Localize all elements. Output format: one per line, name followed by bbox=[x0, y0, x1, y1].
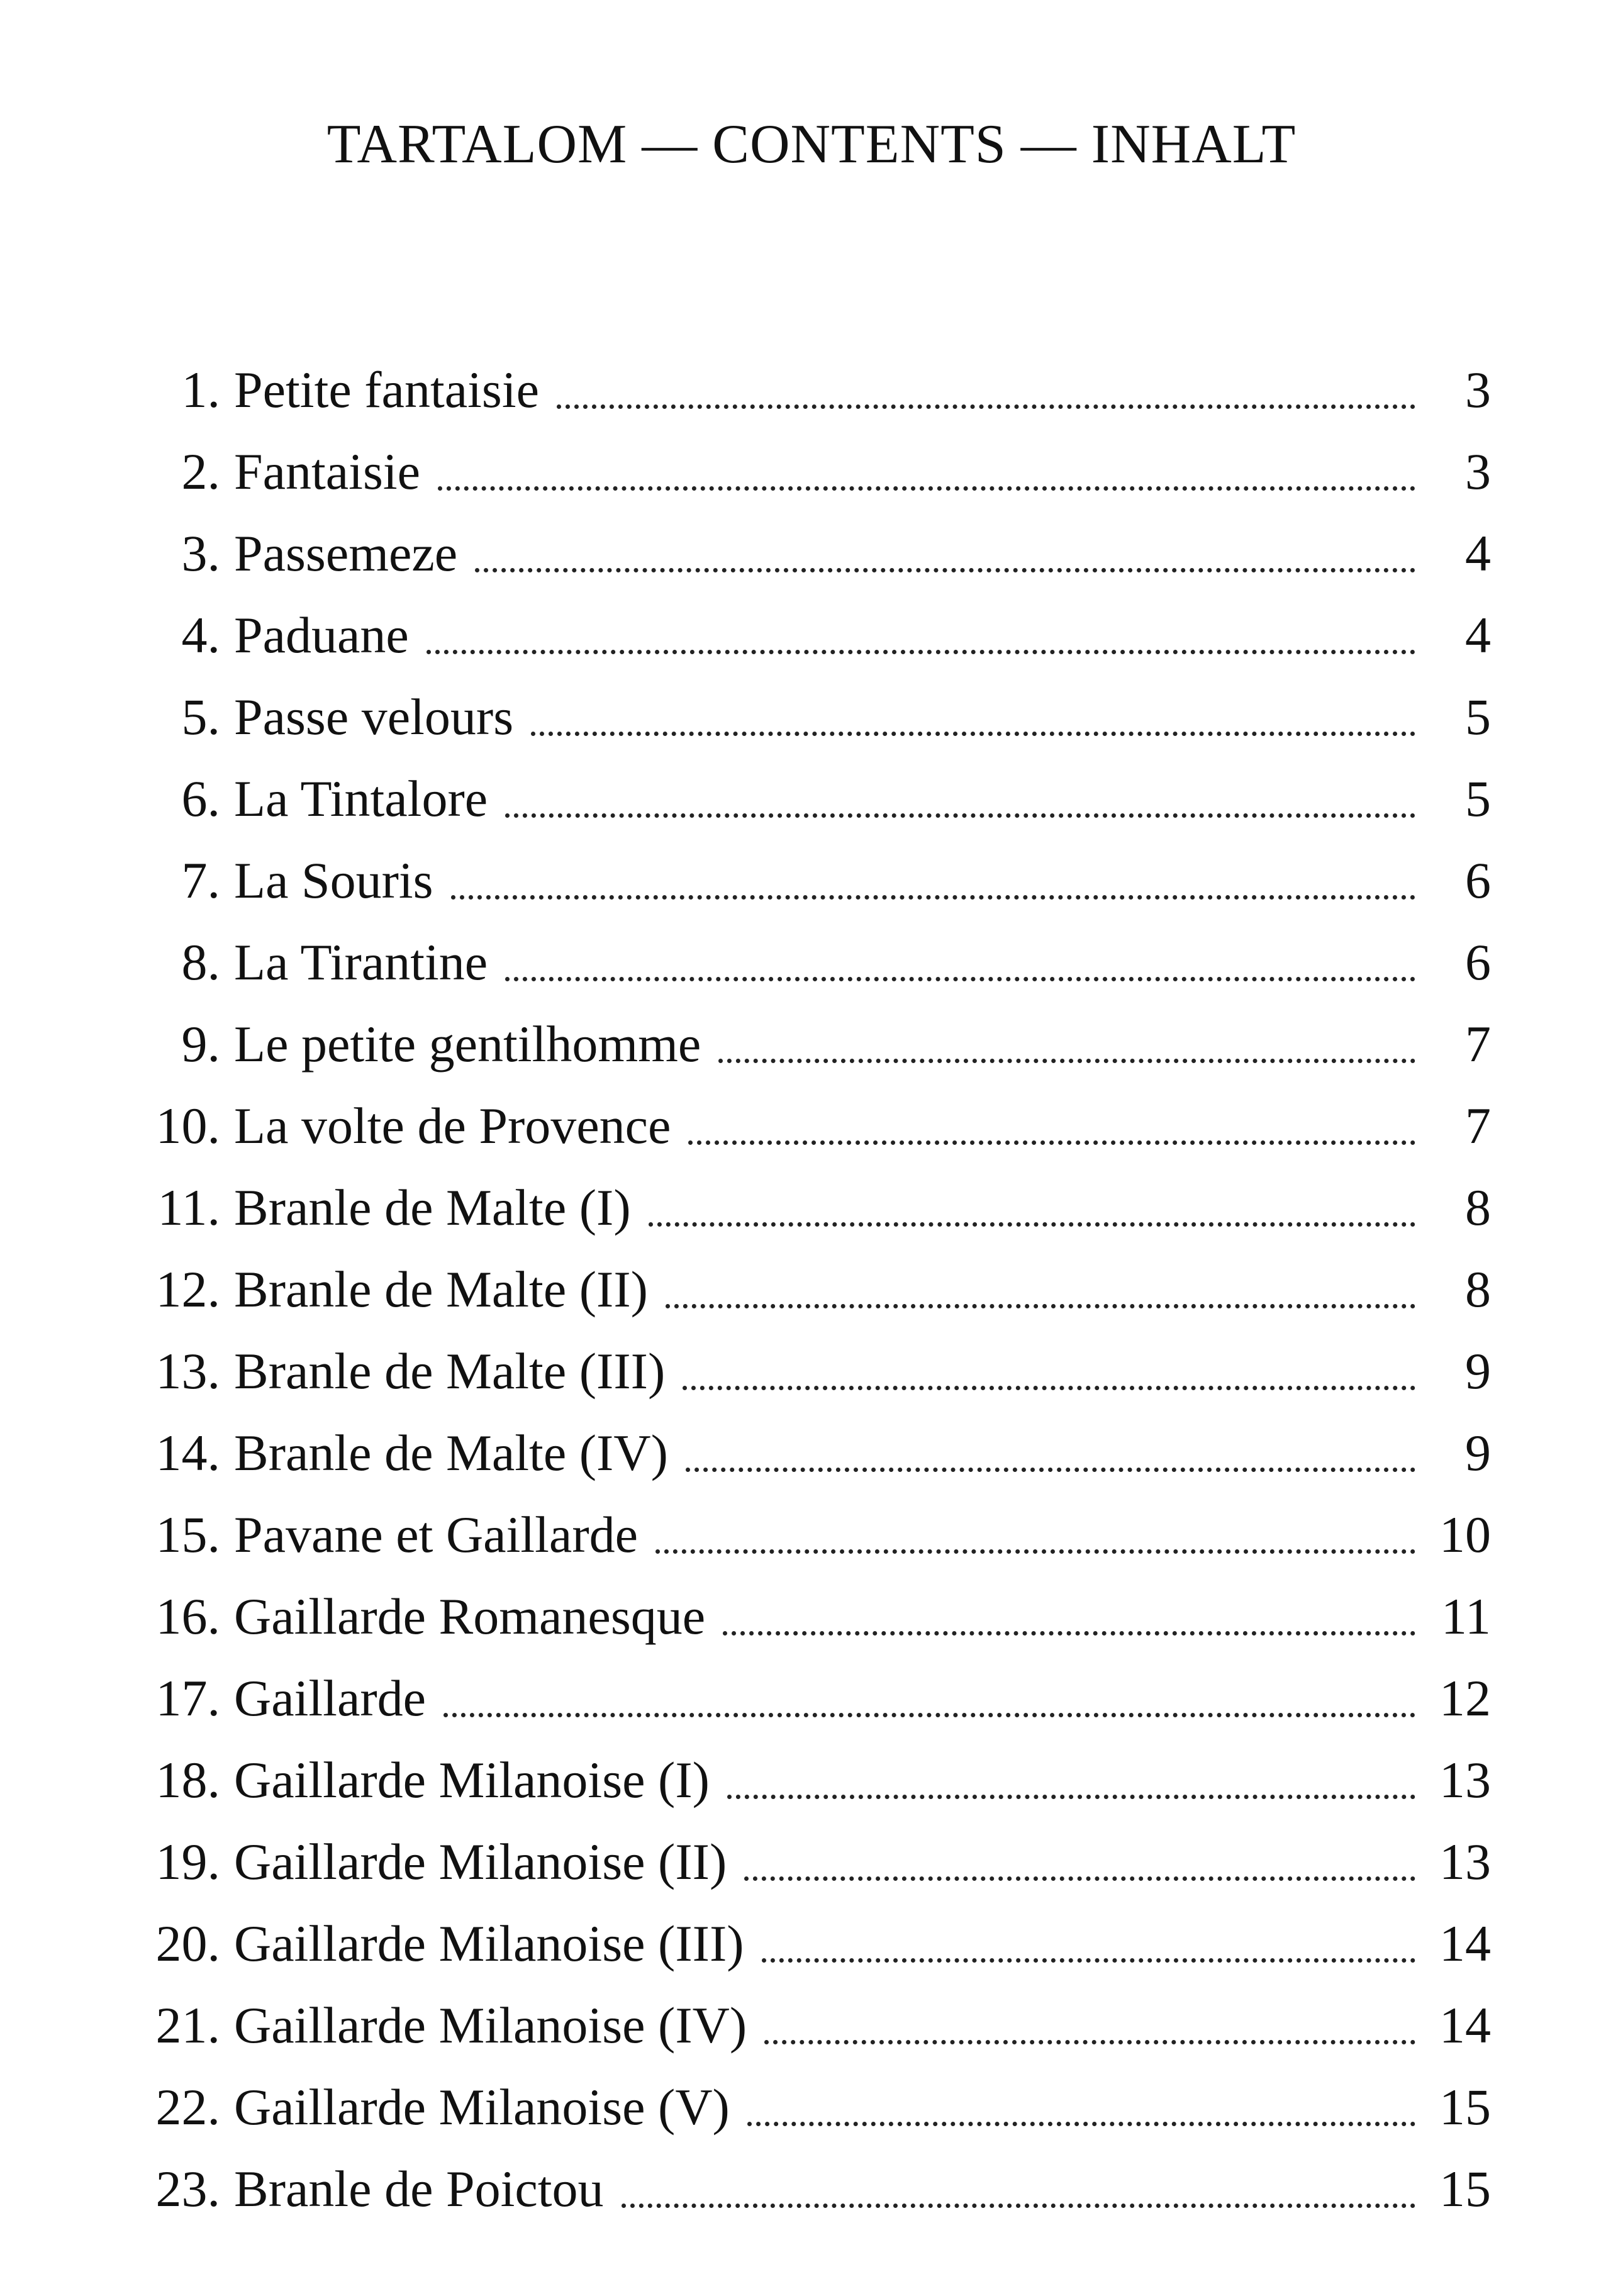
entry-title: Branle de Poictou bbox=[234, 2160, 604, 2217]
toc-entry bbox=[123, 431, 1491, 513]
toc-entry bbox=[123, 1739, 1491, 1821]
entry-number: 14. bbox=[155, 1424, 220, 1481]
dot-leader bbox=[762, 1958, 1415, 1963]
entry-number: 20. bbox=[155, 1915, 220, 1972]
dot-leader bbox=[655, 1549, 1415, 1554]
toc-entry bbox=[123, 922, 1491, 1003]
entry-number: 4. bbox=[181, 606, 220, 664]
entry-title: Gaillarde bbox=[234, 1669, 427, 1727]
entry-number: 9. bbox=[181, 1015, 220, 1073]
entry-title: Fantaisie bbox=[234, 443, 421, 500]
toc-entry bbox=[123, 1330, 1491, 1412]
toc-entry bbox=[123, 1903, 1491, 1985]
entry-number: 6. bbox=[181, 770, 220, 827]
entry-page-number: 3 bbox=[1465, 443, 1491, 500]
entry-title: Passemeze bbox=[234, 525, 458, 582]
entry-number: 17. bbox=[155, 1669, 220, 1727]
entry-number: 21. bbox=[155, 1997, 220, 2054]
toc-entry bbox=[123, 1085, 1491, 1167]
entry-page-number: 9 bbox=[1465, 1342, 1491, 1400]
dot-leader bbox=[649, 1222, 1415, 1227]
entry-page-number: 15 bbox=[1439, 2160, 1491, 2217]
toc-entry bbox=[123, 758, 1491, 840]
toc-entry bbox=[123, 1658, 1491, 1739]
entry-title: La Tintalore bbox=[234, 770, 488, 827]
dot-leader bbox=[723, 1631, 1415, 1636]
entry-number: 2. bbox=[181, 443, 220, 500]
entry-number: 23. bbox=[155, 2160, 220, 2217]
entry-number: 12. bbox=[155, 1261, 220, 1318]
dot-leader bbox=[451, 895, 1415, 900]
dot-leader bbox=[686, 1468, 1415, 1472]
entry-title: Le petite gentilhomme bbox=[234, 1015, 701, 1073]
toc-entry bbox=[123, 1494, 1491, 1576]
entry-page-number: 4 bbox=[1465, 525, 1491, 582]
entry-title: Branle de Malte (IV) bbox=[234, 1424, 668, 1481]
dot-leader bbox=[557, 404, 1415, 409]
dot-leader bbox=[747, 2122, 1415, 2126]
entry-title: Gaillarde Milanoise (IV) bbox=[234, 1997, 747, 2054]
entry-title: Branle de Malte (I) bbox=[234, 1179, 631, 1236]
toc-entry bbox=[123, 1576, 1491, 1658]
dot-leader bbox=[683, 1386, 1415, 1390]
entry-number: 18. bbox=[155, 1751, 220, 1808]
entry-title: Gaillarde Milanoise (II) bbox=[234, 1833, 727, 1890]
entry-title: Branle de Malte (II) bbox=[234, 1261, 648, 1318]
entry-title: La volte de Provence bbox=[234, 1097, 671, 1154]
entry-number: 16. bbox=[155, 1588, 220, 1645]
entry-title: Gaillarde Milanoise (III) bbox=[234, 1915, 744, 1972]
entry-number: 11. bbox=[157, 1179, 220, 1236]
dot-leader bbox=[427, 650, 1415, 654]
entry-page-number: 7 bbox=[1465, 1015, 1491, 1073]
entry-number: 19. bbox=[155, 1833, 220, 1890]
entry-page-number: 5 bbox=[1465, 770, 1491, 827]
entry-number: 1. bbox=[181, 361, 220, 418]
entry-title: Branle de Malte (III) bbox=[234, 1342, 666, 1400]
toc-entry bbox=[123, 1412, 1491, 1494]
entry-number: 15. bbox=[155, 1506, 220, 1563]
entry-page-number: 11 bbox=[1441, 1588, 1491, 1645]
entry-number: 5. bbox=[181, 688, 220, 745]
dot-leader bbox=[666, 1304, 1415, 1308]
entry-page-number: 9 bbox=[1465, 1424, 1491, 1481]
table-of-contents bbox=[123, 349, 1491, 2230]
entry-page-number: 13 bbox=[1439, 1751, 1491, 1808]
dot-leader bbox=[718, 1059, 1415, 1063]
entry-number: 8. bbox=[181, 933, 220, 991]
toc-entry bbox=[123, 2066, 1491, 2148]
dot-leader bbox=[475, 568, 1415, 572]
entry-title: Passe velours bbox=[234, 688, 514, 745]
entry-title: Gaillarde Milanoise (I) bbox=[234, 1751, 710, 1808]
dot-leader bbox=[443, 1713, 1415, 1717]
toc-entry bbox=[123, 513, 1491, 594]
toc-entry bbox=[123, 676, 1491, 758]
entry-title: La Souris bbox=[234, 852, 433, 909]
dot-leader bbox=[622, 2204, 1415, 2208]
entry-page-number: 8 bbox=[1465, 1261, 1491, 1318]
dot-leader bbox=[505, 813, 1415, 818]
toc-entry bbox=[123, 1249, 1491, 1330]
entry-number: 3. bbox=[181, 525, 220, 582]
entry-title: Gaillarde Milanoise (V) bbox=[234, 2078, 730, 2136]
entry-page-number: 15 bbox=[1439, 2078, 1491, 2136]
entry-title: Paduane bbox=[234, 606, 409, 664]
entry-title: Gaillarde Romanesque bbox=[234, 1588, 706, 1645]
toc-entry bbox=[123, 2148, 1491, 2230]
dot-leader bbox=[744, 1876, 1415, 1881]
entry-number: 7. bbox=[181, 852, 220, 909]
toc-entry bbox=[123, 840, 1491, 922]
entry-page-number: 5 bbox=[1465, 688, 1491, 745]
dot-leader bbox=[764, 2040, 1415, 2044]
entry-number: 13. bbox=[155, 1342, 220, 1400]
entry-page-number: 10 bbox=[1439, 1506, 1491, 1563]
toc-entry bbox=[123, 1003, 1491, 1085]
dot-leader bbox=[438, 486, 1415, 491]
entry-number: 10. bbox=[155, 1097, 220, 1154]
toc-entry bbox=[123, 594, 1491, 676]
dot-leader bbox=[505, 977, 1415, 981]
entry-title: La Tirantine bbox=[234, 933, 488, 991]
toc-entry bbox=[123, 349, 1491, 431]
entry-page-number: 3 bbox=[1465, 361, 1491, 418]
entry-page-number: 12 bbox=[1439, 1669, 1491, 1727]
page-title: TARTALOM — CONTENTS — INHALT bbox=[326, 114, 1297, 175]
entry-page-number: 14 bbox=[1439, 1915, 1491, 1972]
toc-entry bbox=[123, 1821, 1491, 1903]
entry-page-number: 8 bbox=[1465, 1179, 1491, 1236]
entry-page-number: 6 bbox=[1465, 933, 1491, 991]
entry-page-number: 13 bbox=[1439, 1833, 1491, 1890]
entry-title: Pavane et Gaillarde bbox=[234, 1506, 639, 1563]
entry-number: 22. bbox=[155, 2078, 220, 2136]
toc-entry bbox=[123, 1985, 1491, 2066]
entry-page-number: 6 bbox=[1465, 852, 1491, 909]
entry-page-number: 7 bbox=[1465, 1097, 1491, 1154]
dot-leader bbox=[727, 1795, 1415, 1799]
entry-page-number: 14 bbox=[1439, 1997, 1491, 2054]
dot-leader bbox=[688, 1140, 1415, 1145]
toc-entry bbox=[123, 1167, 1491, 1249]
entry-title: Petite fantaisie bbox=[234, 361, 539, 418]
entry-page-number: 4 bbox=[1465, 606, 1491, 664]
dot-leader bbox=[531, 732, 1415, 736]
